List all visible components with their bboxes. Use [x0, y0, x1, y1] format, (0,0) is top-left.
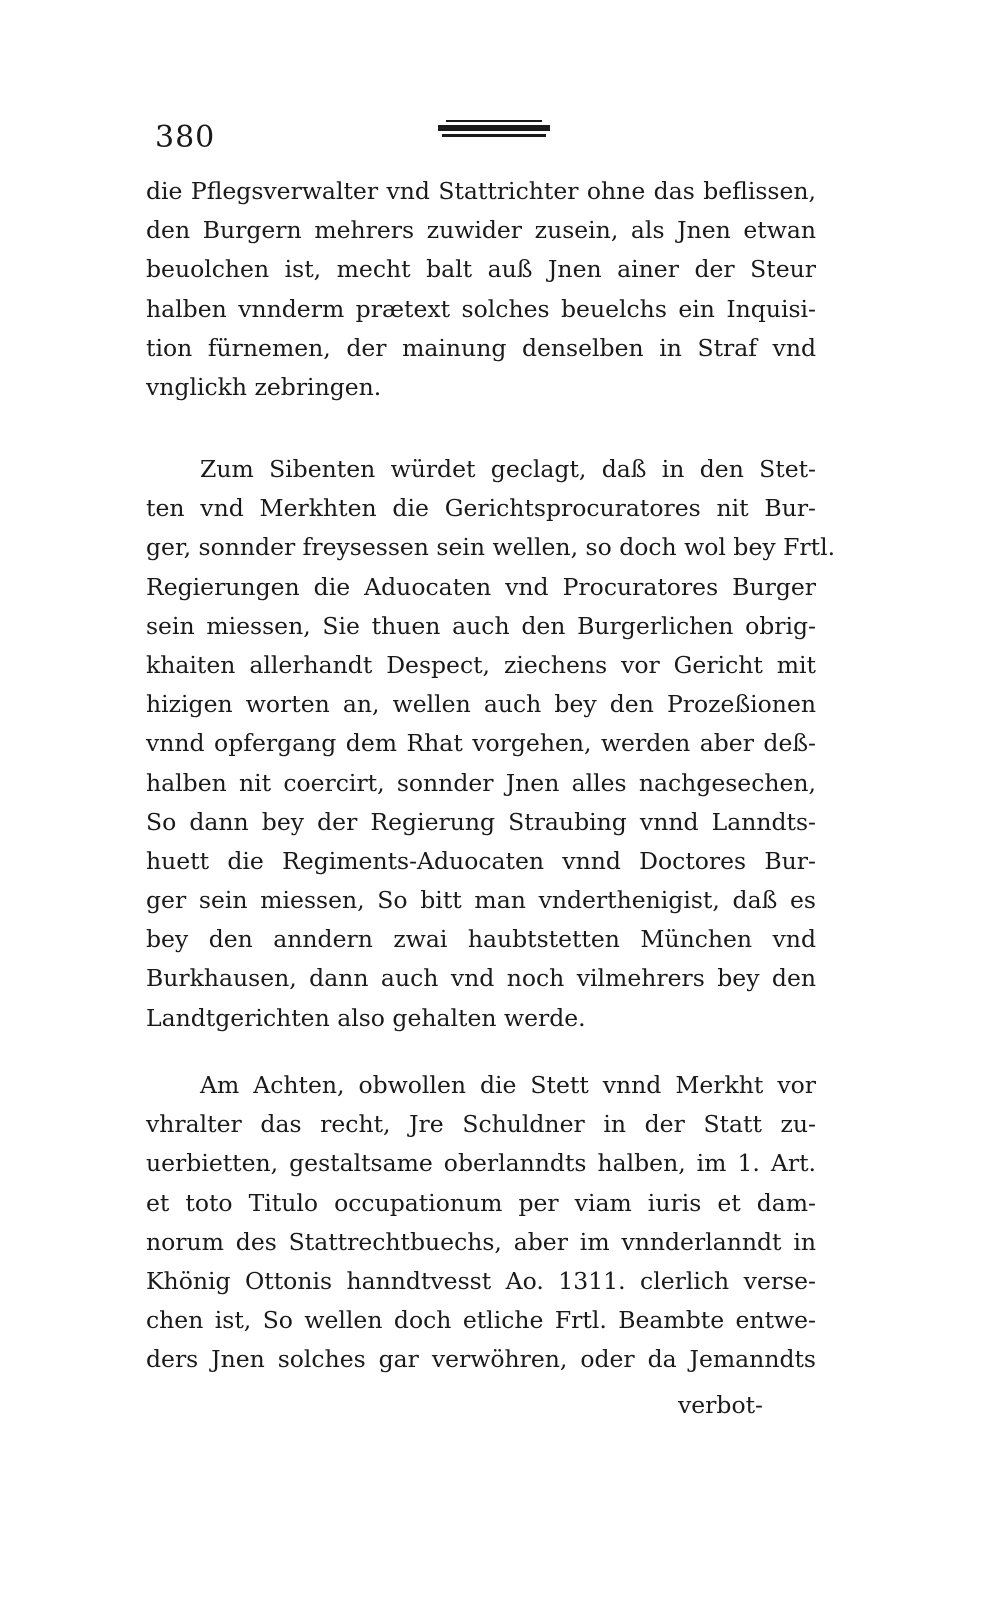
text-line: Burkhausen, dann auch vnd noch vilmehrers bey den — [146, 964, 816, 993]
text-line: Landtgerichten also gehalten werde. — [146, 1003, 586, 1032]
text-line: ders Jnen solches gar verwöhren, oder da Jemanndts — [146, 1345, 816, 1374]
text-line: beuolchen ist, mecht balt auß Jnen ainer der Steur — [146, 255, 816, 284]
text-line: tion fürnemen, der mainung denselben in Straf vnd — [146, 333, 816, 362]
text-line: Zum Sibenten würdet geclagt, daß in den Stet- — [200, 455, 816, 483]
text-line: vnglickh zebringen. — [146, 372, 382, 401]
text-line: vhralter das recht, Jre Schuldner in der Statt zu- — [146, 1110, 816, 1139]
text-line: Khönig Ottonis hanndtvesst Ao. 1311. clerlich verse- — [146, 1266, 816, 1295]
text-line: uerbietten, gestaltsame oberlanndts halben, im 1. Art. — [146, 1149, 816, 1178]
paragraph-eighth — [146, 1066, 816, 1380]
text-line: den Burgern mehrers zuwider zusein, als Jnen etwan — [146, 216, 816, 245]
text-line: huett die Regiments-Aduocaten vnnd Doctores Bur- — [146, 846, 816, 875]
text-line: norum des Stattrechtbuechs, aber im vnnderlanndt in — [146, 1227, 816, 1256]
text-line: Am Achten, obwollen die Stett vnnd Merkht vor — [200, 1071, 816, 1099]
ornament-rule-thick — [438, 125, 550, 131]
text-line: ten vnd Merkhten die Gerichtsprocuratores nit Bur- — [146, 494, 816, 523]
text-line: So dann bey der Regierung Straubing vnnd Lanndts- — [146, 807, 816, 836]
catchword: verbot- — [678, 1391, 763, 1419]
page-number: 380 — [155, 120, 216, 155]
paragraph-continuation — [146, 172, 816, 407]
text-line: ger sein miessen, So bitt man vnderthenigist, daß es — [146, 886, 816, 915]
header-ornament-rule — [436, 120, 551, 142]
ornament-rule-medium — [442, 134, 546, 137]
text-line: chen ist, So wellen doch etliche Frtl. Beambte entwe- — [146, 1306, 816, 1335]
text-line: Regierungen die Aduocaten vnd Procuratores Burger — [146, 572, 816, 601]
ornament-rule-thin — [446, 120, 542, 122]
text-line: vnnd opfergang dem Rhat vorgehen, werden aber deß- — [146, 729, 816, 758]
text-line: hizigen worten an, wellen auch bey den Prozeßionen — [146, 690, 816, 719]
text-line: et toto Titulo occupationum per viam iuris et dam- — [146, 1188, 816, 1217]
text-line: sein miessen, Sie thuen auch den Burgerlichen obrig- — [146, 611, 816, 640]
text-line: die Pflegsverwalter vnd Stattrichter ohne das beflissen, — [146, 177, 816, 205]
text-line: ger, sonnder freysessen sein wellen, so doch wol bey Frtl. — [146, 533, 836, 562]
text-line: halben nit coercirt, sonnder Jnen alles nachgesechen, — [146, 768, 816, 797]
text-line: bey den anndern zwai haubtstetten München vnd — [146, 925, 816, 954]
paragraph-seventh — [146, 450, 836, 1038]
text-line: halben vnnderm prætext solches beuelchs ein Inquisi- — [146, 294, 816, 323]
text-line: khaiten allerhandt Despect, ziechens vor Gericht mit — [146, 650, 816, 679]
